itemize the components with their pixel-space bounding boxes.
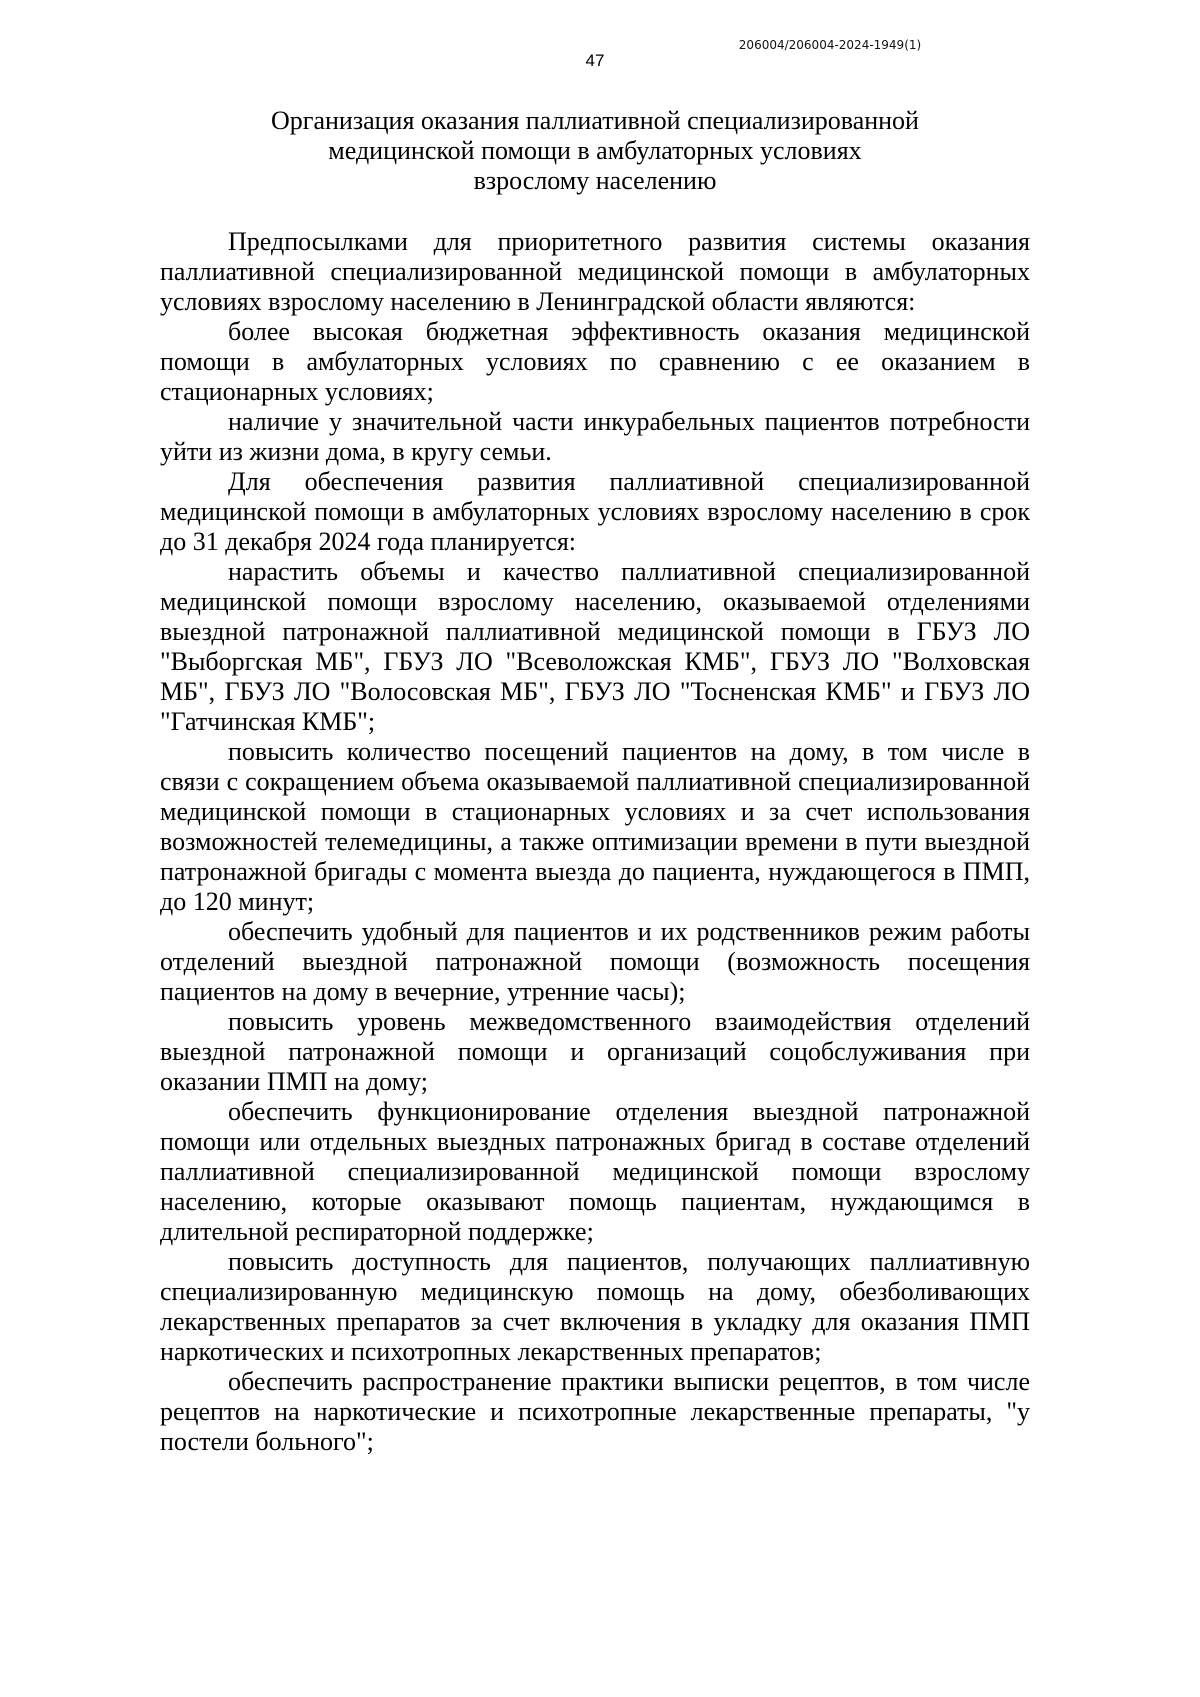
paragraph: нарастить объемы и качество паллиативной специализированной медицинской помощи взрослому населению, оказываемой отделениями выездной патронажной паллиативной медицинской помощи в ГБУЗ ЛО "Выборгская МБ", ГБУЗ ЛО "Всеволожская КМБ", ГБУЗ ЛО "Волховская МБ", ГБУЗ ЛО "Волосовская МБ", ГБУЗ ЛО "Тосненская КМБ" и ГБУЗ ЛО "Гатчинская КМБ"; bbox=[160, 557, 1030, 736]
title-line: Организация оказания паллиативной специализированной bbox=[271, 106, 919, 135]
paragraph: обеспечить удобный для пациентов и их родственников режим работы отделений выездной патронажной помощи (возможность посещения пациентов на дому в вечерние, утренние часы); bbox=[160, 917, 1030, 1006]
paragraph: повысить доступность для пациентов, получающих паллиативную специализированную медицинскую помощь на дому, обезболивающих лекарственных препаратов за счет включения в укладку для оказания ПМП наркотических и психотропных лекарственных препаратов; bbox=[160, 1247, 1030, 1366]
page-number: 47 bbox=[585, 51, 605, 70]
paragraph: более высокая бюджетная эффективность оказания медицинской помощи в амбулаторных условиях по сравнению с ее оказанием в стационарных условиях; bbox=[160, 317, 1030, 406]
paragraph: обеспечить распространение практики выписки рецептов, в том числе рецептов на наркотические и психотропные лекарственные препараты, "у постели больного"; bbox=[160, 1367, 1030, 1456]
page-title bbox=[160, 106, 1030, 196]
paragraph: повысить количество посещений пациентов на дому, в том числе в связи с сокращением объема оказываемой паллиативной специализированной медицинской помощи в стационарных условиях и за счет использования возможностей телемедицины, а также оптимизации времени в пути выездной патронажной бригады с момента выезда до пациента, нуждающегося в ПМП, до 120 минут; bbox=[160, 737, 1030, 916]
title-line: медицинской помощи в амбулаторных условиях bbox=[328, 136, 862, 165]
body-text bbox=[160, 227, 1030, 1457]
document-number: 206004/206004-2024-1949(1) bbox=[738, 38, 922, 52]
paragraph: Предпосылками для приоритетного развития системы оказания паллиативной специализированной медицинской помощи в амбулаторных условиях взрослому населению в Ленинградской области являются: bbox=[160, 227, 1030, 316]
paragraph: наличие у значительной части инкурабельных пациентов потребности уйти из жизни дома, в кругу семьи. bbox=[160, 407, 1030, 466]
title-line: взрослому населению bbox=[473, 166, 717, 195]
paragraph: обеспечить функционирование отделения выездной патронажной помощи или отдельных выездных патронажных бригад в составе отделений паллиативной специализированной медицинской помощи взрослому населению, которые оказывают помощь пациентам, нуждающимся в длительной респираторной поддержке; bbox=[160, 1097, 1030, 1246]
paragraph: повысить уровень межведомственного взаимодействия отделений выездной патронажной помощи и организаций соцобслуживания при оказании ПМП на дому; bbox=[160, 1007, 1030, 1096]
paragraph: Для обеспечения развития паллиативной специализированной медицинской помощи в амбулаторных условиях взрослому населению в срок до 31 декабря 2024 года планируется: bbox=[160, 467, 1030, 556]
